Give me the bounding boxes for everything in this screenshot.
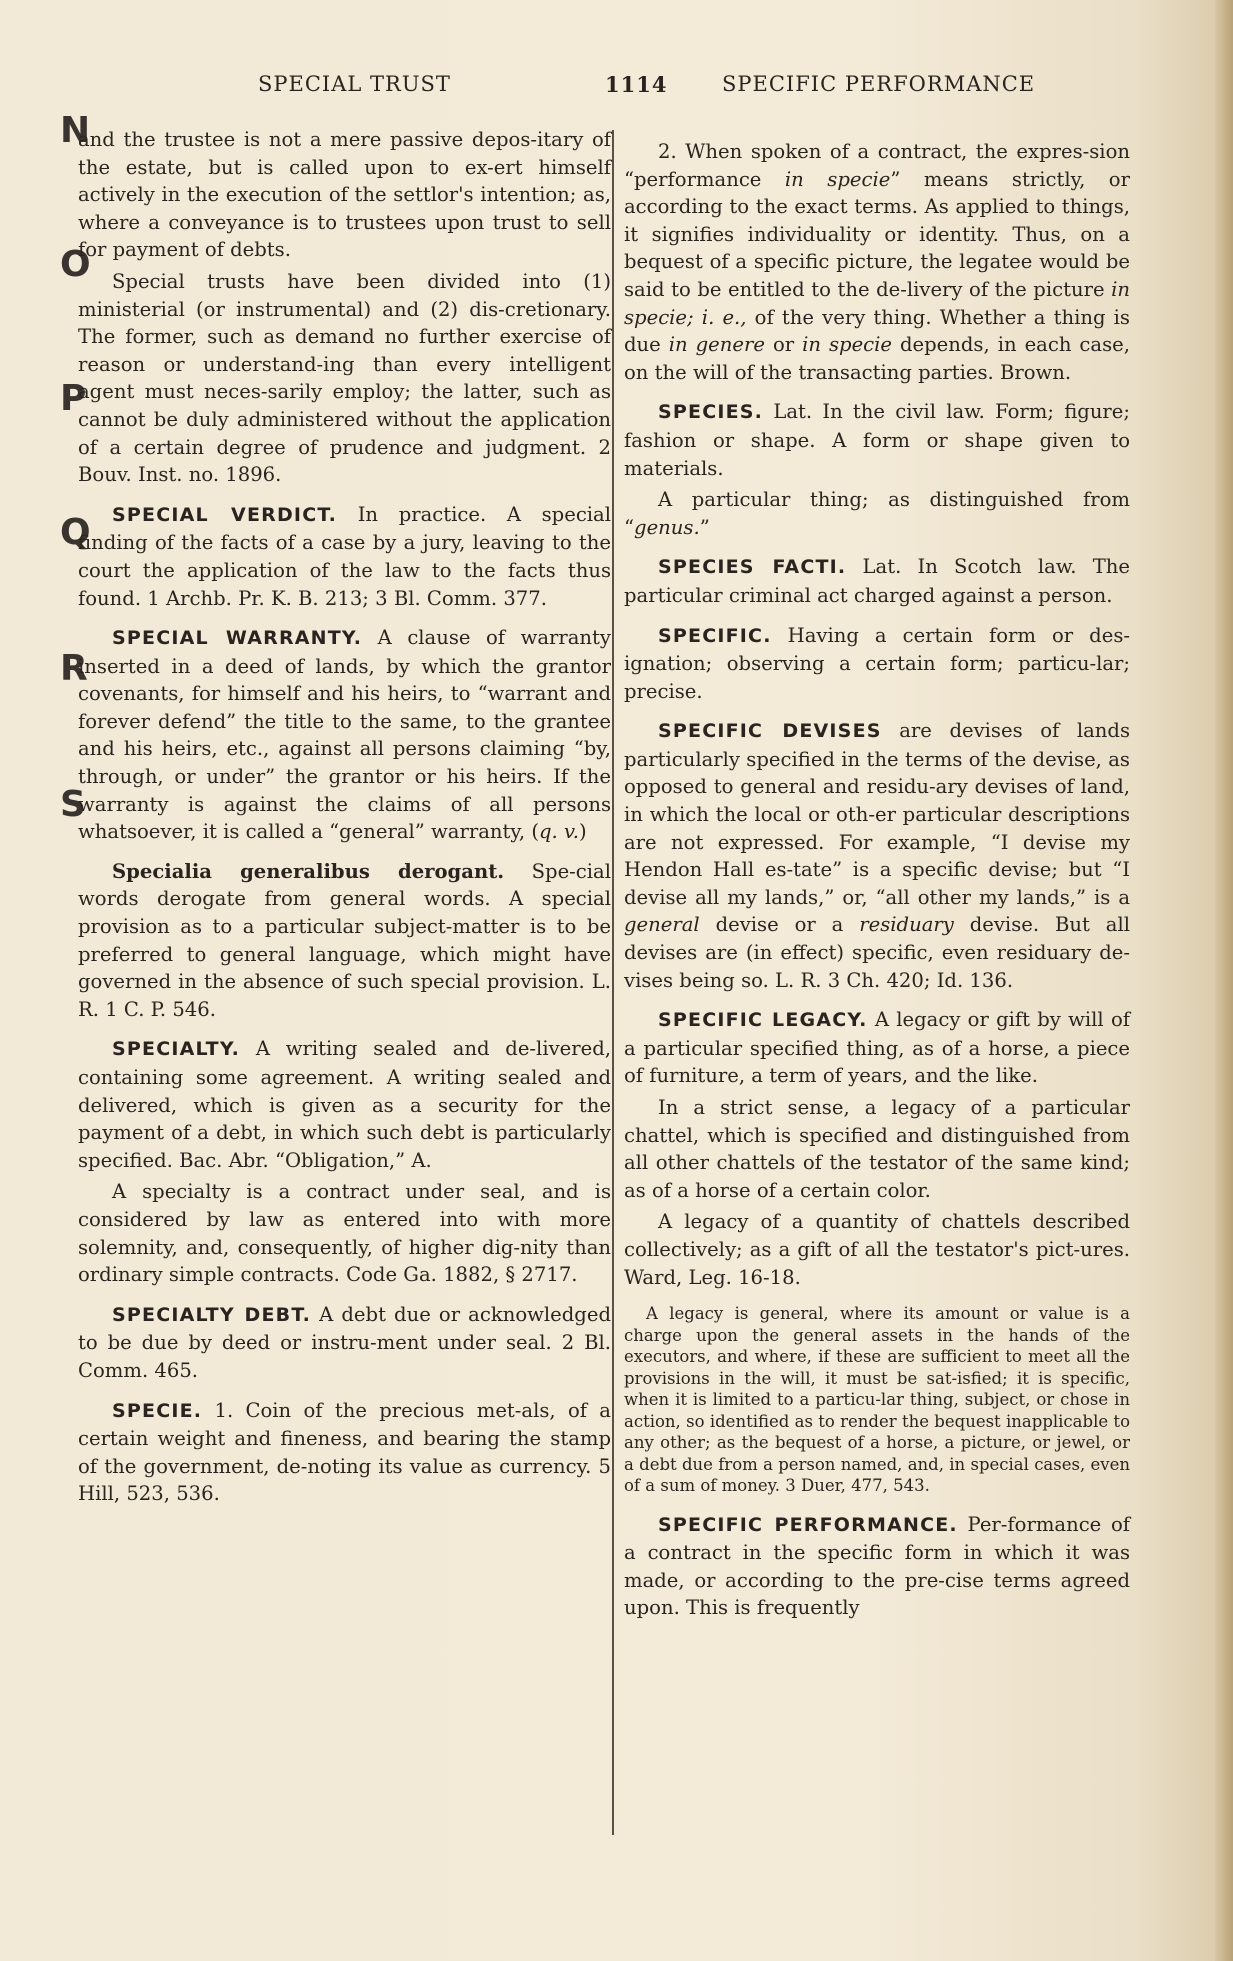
cross-reference: q. v.: [538, 820, 579, 844]
entry-definition: A writing sealed and de-livered, containing some agreement. A writing sealed and delivered, which is given as a security for the payment of a debt, in which such debt is particularly specified. Bac. Abr. “Obligation,” A.: [78, 1037, 611, 1172]
entry-definition: Having a certain form or des-ignation; observing a certain form; particu-lar; precise.: [624, 623, 1130, 703]
page-edge: [1215, 0, 1233, 1961]
text-run: ” means strictly, or according to the exact terms. As applied to things, it signifies individuality or identity. Thus, on a bequest of a specific picture, the legatee would be said to be entitled to the de-livery of the picture: [624, 167, 1130, 301]
paragraph: A legacy of a quantity of chattels described collectively; as a gift of all the testator's pict-ures. Ward, Leg. 16-18.: [624, 1210, 1130, 1289]
paragraph: [624, 486, 1130, 541]
thumb-index-letter: N: [60, 110, 91, 151]
header-right-term: SPECIFIC PERFORMANCE: [722, 72, 1036, 96]
right-column: [624, 138, 1130, 1634]
text-run: devise. But all devises are (in effect) specific, even residuary de-vises being so. L. R. 3 Ch. 420; Id. 136.: [624, 913, 1130, 992]
entry-special-verdict: [78, 501, 611, 612]
entry-definition: Lat. In the civil law. Form; figure; fashion or shape. A form or shape given to materials.: [624, 400, 1130, 480]
entry-definition: Spe-cial words derogate from general words. A special provision as to a particular subject-matter is to be preferred to general language, which might have governed in the absence of such special provision. L. R. 1 C. P. 546.: [78, 859, 611, 1021]
entry-term: SPECIAL VERDICT.: [112, 503, 338, 526]
paragraph: Special trusts have been divided into (1) ministerial (or instrumental) and (2) dis-cretionary. The former, such as demand no further exercise of reason or understand-ing than every intelligent agent must neces-sarily employ; the latter, such as cannot be duly administered without the application of a certain degree of prudence and judgment. 2 Bouv. Inst. no. 1896.: [78, 269, 611, 487]
entry-term: SPECIAL WARRANTY.: [112, 627, 363, 650]
italic-phrase: in specie; i. e.,: [624, 277, 1130, 329]
note-paragraph: A legacy is general, where its amount or value is a charge upon the general assets in the hands of the executors, and where, if these are sufficient to meet all the provisions in the will, it must be sat-isfied; it is specific, when it is limited to a particu-lar thing, subject, or chose in action, so identified as to render the bequest inapplicable to any other; as the bequest of a horse, a picture, or jewel, or a debt due from a person named, and, in special cases, even of a sum of money. 3 Duer, 477, 543.: [624, 1304, 1130, 1496]
entry-definition: A clause of warranty inserted in a deed of lands, by which the grantor covenants, for himself and his heirs, to “warrant and forever defend” the title to the same, to the grantee and his heirs, etc., against all persons claiming “by, through, or under” the grantor or his heirs. If the warranty is against the claims of all persons whatsoever, it is called a “general” warranty, (: [78, 626, 611, 844]
entry-term: SPECIALTY.: [112, 1038, 241, 1061]
thumb-index-letter: P: [60, 378, 87, 419]
italic-phrase: in genere: [668, 333, 765, 357]
entry-term: SPECIE.: [112, 1399, 203, 1422]
text-run: ”: [699, 515, 710, 539]
thumb-index-letter: O: [60, 244, 91, 285]
entry-species-facti: [624, 553, 1130, 609]
text-run: are devises of lands particularly specified in the terms of the devise, as opposed to general and residu-ary devises of land, in which the local or oth-er particular descriptions are not expressed. For example, “I devise my Hendon Hall es-tate” is a specific devise; but “I devise all my lands,” or, “all other my lands,” is a: [624, 719, 1131, 909]
text-run: or: [764, 333, 803, 357]
entry-term: SPECIALTY DEBT.: [112, 1303, 312, 1326]
column-divider: [612, 130, 614, 1835]
entry-specie: [78, 1397, 611, 1508]
entry-specialia-generalibus: [78, 858, 611, 1024]
entry-special-warranty: [78, 624, 611, 846]
entry-definition: In practice. A special finding of the facts of a case by a jury, leaving to the court the application of the law to the facts thus found. 1 Archb. Pr. K. B. 213; 3 Bl. Comm. 377.: [78, 502, 612, 610]
entry-specialty-debt: [78, 1301, 611, 1385]
entry-term: SPECIES FACTI.: [658, 556, 847, 579]
italic-phrase: genus.: [634, 515, 700, 539]
text-run: depends, in each case, on the will of the transacting parties. Brown.: [624, 333, 1130, 384]
entry-term: SPECIFIC DEVISES: [658, 720, 882, 743]
italic-phrase: in specie: [802, 333, 892, 357]
entry-specific-performance: [624, 1511, 1130, 1622]
header-left-term: SPECIAL TRUST: [258, 72, 451, 96]
entry-specific-legacy: [624, 1006, 1130, 1090]
entry-definition: A legacy or gift by will of a particular specified thing, as of a horse, a piece of furniture, a term of years, and the like.: [624, 1008, 1130, 1088]
italic-phrase: in specie: [784, 167, 891, 191]
left-column: [78, 126, 611, 1520]
entry-definition: A debt due or acknowledged to be due by deed or instru-ment under seal. 2 Bl. Comm. 465.: [78, 1302, 611, 1382]
entry-term: SPECIFIC LEGACY.: [658, 1009, 868, 1032]
page-number: 1114: [605, 72, 668, 97]
entry-definition: Lat. In Scotch law. The particular criminal act charged against a person.: [624, 555, 1130, 607]
thumb-index-letter: R: [60, 648, 88, 689]
entry-definition: 1. Coin of the precious met-als, of a certain weight and fineness, and bearing the stamp of the government, de-noting its value as currency. 5 Hill, 523, 536.: [78, 1398, 611, 1506]
entry-term: Specialia generalibus derogant.: [112, 859, 505, 883]
entry-term: SPECIFIC PERFORMANCE.: [658, 1513, 958, 1536]
paragraph: In a strict sense, a legacy of a particular chattel, which is specified and distinguished from all other chattels of the testator of the same kind; as of a horse of a certain color.: [624, 1096, 1130, 1202]
paragraph-specie-2: [624, 138, 1130, 386]
entry-definition-end: ): [578, 820, 587, 844]
entry-specialty: [78, 1035, 611, 1174]
entry-specific-devises: [624, 717, 1130, 994]
italic-phrase: general: [624, 913, 700, 937]
text-run: of the very thing. Whether a thing is due: [624, 305, 1130, 357]
italic-phrase: residuary: [859, 913, 954, 937]
paragraph: A specialty is a contract under seal, and is considered by law as entered into with more solemnity, and, consequently, of higher dig-nity than ordinary simple contracts. Code Ga. 1882, § 2717.: [78, 1180, 611, 1287]
entry-definition: Per-formance of a contract in the specific form in which it was made, or according to the pre-cise terms agreed upon. This is frequently: [624, 1512, 1130, 1620]
text-run: A particular thing; as distinguished from “: [624, 488, 1130, 539]
entry-species: [624, 398, 1130, 482]
paragraph: and the trustee is not a mere passive depos-itary of the estate, but is called upon to ex-ert himself actively in the execution of the settlor's intention; as, where a conveyance is to trustees upon trust to sell for payment of debts.: [78, 128, 611, 262]
running-header: [0, 72, 1233, 112]
entry-term: SPECIFIC.: [658, 624, 772, 647]
entry-term: SPECIES.: [658, 401, 764, 424]
text-run: devise or a: [699, 913, 860, 937]
entry-specific: [624, 622, 1130, 706]
text-run: 2. When spoken of a contract, the expres-sion “performance: [624, 140, 1130, 191]
thumb-index-letter: S: [60, 784, 86, 825]
thumb-index-letter: Q: [60, 512, 91, 553]
